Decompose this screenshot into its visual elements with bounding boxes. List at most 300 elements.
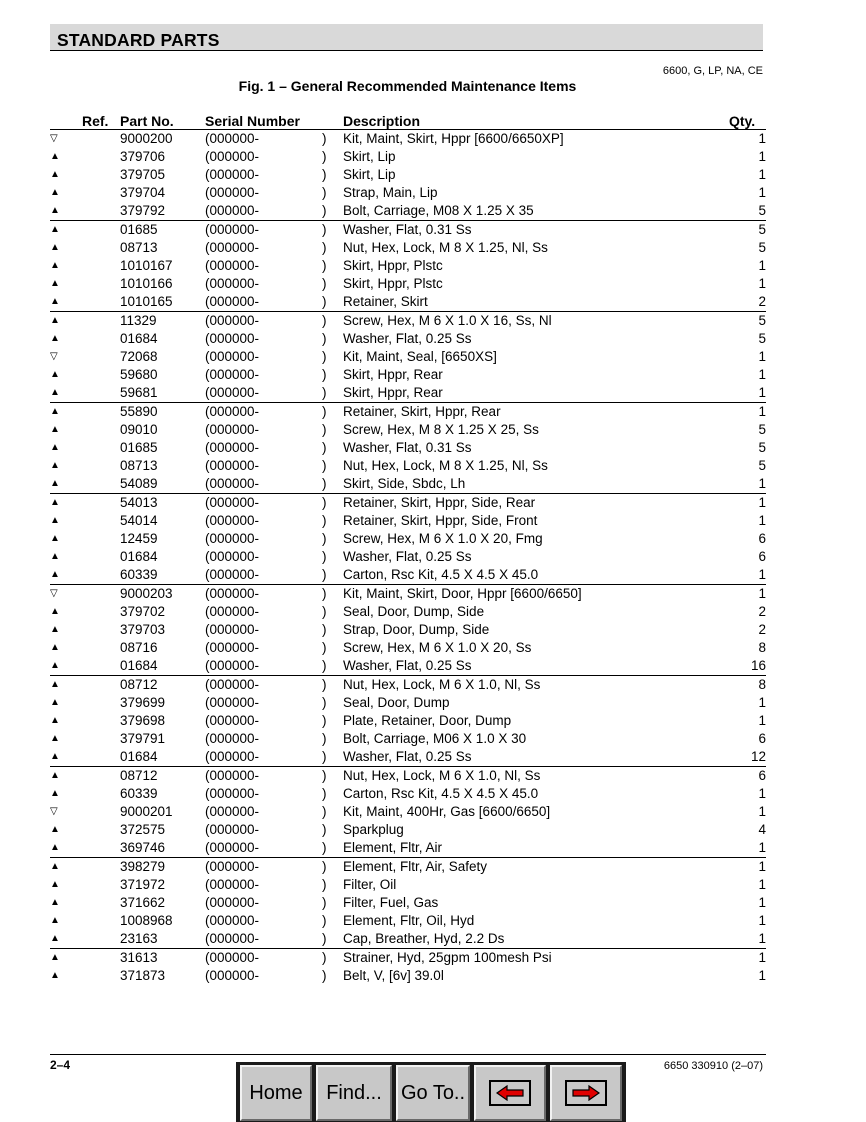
quantity: 8 bbox=[758, 677, 766, 692]
column-header-ref: Ref. bbox=[82, 113, 109, 129]
description: Element, Fltr, Air bbox=[343, 839, 706, 858]
serial-close: ) bbox=[322, 913, 327, 928]
description: Washer, Flat, 0.25 Ss bbox=[343, 748, 706, 767]
quantity: 1 bbox=[758, 913, 766, 928]
kit-item-marker-icon: ▲ bbox=[50, 293, 120, 312]
kit-item-marker-icon: ▲ bbox=[50, 788, 60, 799]
part-number: 01684 bbox=[120, 549, 158, 564]
table-row bbox=[50, 821, 766, 839]
serial-number: (000000- bbox=[205, 384, 322, 403]
serial-close: ) bbox=[322, 768, 327, 783]
part-number: 379706 bbox=[120, 149, 166, 164]
serial-number: (000000- bbox=[205, 495, 260, 510]
quantity: 5 bbox=[758, 458, 766, 473]
column-header-part: Part No. bbox=[120, 113, 174, 129]
quantity: 2 bbox=[758, 622, 766, 637]
part-number: 371873 bbox=[120, 968, 166, 983]
serial-number: (000000- bbox=[205, 331, 260, 346]
part-number: 379705 bbox=[120, 167, 166, 182]
quantity: 1 bbox=[758, 131, 766, 146]
kit-item-marker-icon: ▲ bbox=[50, 202, 120, 221]
part-number: 01684 bbox=[120, 748, 205, 767]
serial-number: (000000- bbox=[205, 475, 322, 494]
description: Skirt, Lip bbox=[343, 149, 396, 164]
table-row bbox=[50, 512, 766, 530]
serial-close: ) bbox=[322, 640, 327, 655]
kit-item-marker-icon: ▲ bbox=[50, 970, 60, 981]
kit-item-marker-icon: ▲ bbox=[50, 915, 60, 926]
kit-item-marker-icon: ▲ bbox=[50, 839, 120, 858]
description: Washer, Flat, 0.25 Ss bbox=[343, 331, 472, 346]
serial-number: (000000- bbox=[205, 566, 322, 585]
serial-number: (000000- bbox=[205, 185, 260, 200]
serial-close: ) bbox=[322, 513, 327, 528]
part-number: 01684 bbox=[120, 331, 158, 346]
table-row bbox=[50, 384, 766, 403]
table-row bbox=[50, 366, 766, 384]
table-row bbox=[50, 530, 766, 548]
serial-number: (000000- bbox=[205, 786, 260, 801]
serial-close: ) bbox=[322, 604, 327, 619]
part-number: 60339 bbox=[120, 566, 205, 585]
part-number: 369746 bbox=[120, 839, 205, 858]
kit-item-marker-icon: ▲ bbox=[50, 770, 60, 781]
serial-number: (000000- bbox=[205, 222, 260, 237]
description: Sparkplug bbox=[343, 822, 404, 837]
quantity: 1 bbox=[758, 149, 766, 164]
serial-close: ) bbox=[322, 531, 327, 546]
quantity: 6 bbox=[758, 731, 766, 746]
kit-item-marker-icon: ▲ bbox=[50, 224, 60, 235]
table-row bbox=[50, 293, 766, 312]
navigation-bar bbox=[236, 1062, 626, 1122]
serial-close: ) bbox=[322, 440, 327, 455]
kit-item-marker-icon: ▲ bbox=[50, 606, 60, 617]
description: Plate, Retainer, Door, Dump bbox=[343, 713, 512, 728]
table-row bbox=[50, 457, 766, 475]
description: Filter, Fuel, Gas bbox=[343, 895, 439, 910]
serial-close: ) bbox=[322, 695, 327, 710]
serial-close: ) bbox=[322, 167, 327, 182]
serial-number: (000000- bbox=[205, 586, 260, 601]
kit-item-marker-icon: ▲ bbox=[50, 861, 60, 872]
kit-item-marker-icon: ▲ bbox=[50, 497, 60, 508]
kit-item-marker-icon: ▲ bbox=[50, 679, 60, 690]
table-row bbox=[50, 603, 766, 621]
quantity: 1 bbox=[758, 859, 766, 874]
table-row bbox=[50, 494, 766, 513]
description: Nut, Hex, Lock, M 6 X 1.0, Nl, Ss bbox=[343, 677, 541, 692]
kit-item-marker-icon: ▲ bbox=[50, 824, 60, 835]
part-number: 31613 bbox=[120, 950, 158, 965]
description: Kit, Maint, Skirt, Door, Hppr [6600/6650] bbox=[343, 586, 582, 601]
column-header-serial: Serial Number bbox=[205, 113, 300, 129]
serial-close: ) bbox=[322, 839, 343, 858]
description: Kit, Maint, Skirt, Hppr [6600/6650XP] bbox=[343, 131, 564, 146]
quantity: 2 bbox=[758, 604, 766, 619]
part-number: 08713 bbox=[120, 458, 158, 473]
serial-number: (000000- bbox=[205, 839, 322, 858]
serial-number: (000000- bbox=[205, 768, 260, 783]
part-number: 379703 bbox=[120, 622, 166, 637]
serial-close: ) bbox=[322, 149, 327, 164]
description: Washer, Flat, 0.31 Ss bbox=[343, 440, 472, 455]
part-number: 12459 bbox=[120, 531, 158, 546]
kit-item-marker-icon: ▲ bbox=[50, 952, 60, 963]
serial-close: ) bbox=[322, 331, 327, 346]
description: Screw, Hex, M 8 X 1.25 X 25, Ss bbox=[343, 422, 539, 437]
description: Retainer, Skirt, Hppr, Rear bbox=[343, 404, 501, 419]
serial-number: (000000- bbox=[205, 202, 322, 221]
serial-number: (000000- bbox=[205, 731, 260, 746]
serial-number: (000000- bbox=[205, 258, 260, 273]
serial-number: (000000- bbox=[205, 622, 260, 637]
description: Carton, Rsc Kit, 4.5 X 4.5 X 45.0 bbox=[343, 786, 539, 801]
description: Element, Fltr, Air, Safety bbox=[343, 859, 488, 874]
serial-number: (000000- bbox=[205, 677, 260, 692]
part-number: 9000201 bbox=[120, 804, 173, 819]
serial-close: ) bbox=[322, 495, 327, 510]
serial-number: (000000- bbox=[205, 240, 260, 255]
kit-item-marker-icon: ▲ bbox=[50, 242, 60, 253]
serial-close: ) bbox=[322, 677, 327, 692]
description: Bolt, Carriage, M08 X 1.25 X 35 bbox=[343, 202, 706, 221]
quantity: 1 bbox=[758, 276, 766, 291]
kit-item-marker-icon: ▲ bbox=[50, 333, 60, 344]
quantity: 1 bbox=[758, 713, 766, 728]
kit-item-marker-icon: ▲ bbox=[50, 657, 120, 676]
serial-number: (000000- bbox=[205, 549, 260, 564]
table-row bbox=[50, 621, 766, 639]
table-row bbox=[50, 694, 766, 712]
kit-item-marker-icon: ▲ bbox=[50, 169, 60, 180]
kit-item-marker-icon: ▲ bbox=[50, 369, 60, 380]
quantity: 5 bbox=[758, 313, 766, 328]
serial-number: (000000- bbox=[205, 748, 322, 767]
kit-item-marker-icon: ▲ bbox=[50, 187, 60, 198]
serial-close: ) bbox=[322, 131, 327, 146]
description: Nut, Hex, Lock, M 6 X 1.0, Nl, Ss bbox=[343, 768, 541, 783]
serial-close: ) bbox=[322, 622, 327, 637]
serial-number: (000000- bbox=[205, 313, 260, 328]
serial-close: ) bbox=[322, 475, 343, 494]
part-number: 54014 bbox=[120, 513, 158, 528]
part-number: 1010166 bbox=[120, 276, 173, 291]
quantity: 1 bbox=[706, 384, 766, 403]
quantity: 6 bbox=[758, 549, 766, 564]
serial-number: (000000- bbox=[205, 913, 260, 928]
serial-close: ) bbox=[322, 731, 327, 746]
quantity: 1 bbox=[758, 895, 766, 910]
description: Seal, Door, Dump bbox=[343, 695, 450, 710]
quantity: 1 bbox=[758, 349, 766, 364]
part-number: 09010 bbox=[120, 422, 158, 437]
serial-close: ) bbox=[322, 384, 343, 403]
description: Nut, Hex, Lock, M 8 X 1.25, Nl, Ss bbox=[343, 458, 548, 473]
table-row bbox=[50, 275, 766, 293]
part-number: 379791 bbox=[120, 731, 166, 746]
footer-rule bbox=[50, 1054, 766, 1055]
part-number: 379699 bbox=[120, 695, 166, 710]
table-row bbox=[50, 676, 766, 695]
description: Strap, Door, Dump, Side bbox=[343, 622, 490, 637]
next-page-button[interactable] bbox=[550, 1065, 622, 1121]
part-number: 372575 bbox=[120, 822, 166, 837]
section-title: STANDARD PARTS bbox=[57, 30, 220, 50]
quantity: 1 bbox=[758, 877, 766, 892]
serial-close: ) bbox=[322, 804, 327, 819]
quantity: 1 bbox=[706, 566, 766, 585]
serial-number: (000000- bbox=[205, 713, 260, 728]
kit-item-marker-icon: ▲ bbox=[50, 384, 120, 403]
table-row bbox=[50, 876, 766, 894]
page-number: 2–4 bbox=[50, 1058, 71, 1072]
part-number: 01685 bbox=[120, 222, 158, 237]
serial-close: ) bbox=[322, 786, 327, 801]
serial-number: (000000- bbox=[205, 458, 260, 473]
part-number: 23163 bbox=[120, 930, 205, 949]
table-row bbox=[50, 730, 766, 748]
description: Seal, Door, Dump, Side bbox=[343, 604, 485, 619]
serial-close: ) bbox=[322, 367, 327, 382]
serial-number: (000000- bbox=[205, 149, 260, 164]
part-number: 371972 bbox=[120, 877, 166, 892]
table-row bbox=[50, 566, 766, 585]
description: Nut, Hex, Lock, M 8 X 1.25, Nl, Ss bbox=[343, 240, 548, 255]
table-row bbox=[50, 166, 766, 184]
table-row bbox=[50, 475, 766, 494]
table-row bbox=[50, 403, 766, 422]
description: Belt, V, [6v] 39.0l bbox=[343, 968, 444, 983]
description: Element, Fltr, Oil, Hyd bbox=[343, 913, 475, 928]
serial-close: ) bbox=[322, 404, 327, 419]
quantity: 1 bbox=[758, 185, 766, 200]
arrow-box bbox=[489, 1080, 531, 1106]
section-header bbox=[50, 24, 763, 51]
kit-item-marker-icon: ▲ bbox=[50, 748, 120, 767]
description: Carton, Rsc Kit, 4.5 X 4.5 X 45.0 bbox=[343, 566, 706, 585]
table-row bbox=[50, 130, 766, 148]
serial-number: (000000- bbox=[205, 276, 260, 291]
kit-item-marker-icon: ▲ bbox=[50, 260, 60, 271]
description: Washer, Flat, 0.31 Ss bbox=[343, 222, 472, 237]
serial-number: (000000- bbox=[205, 422, 260, 437]
kit-item-marker-icon: ▲ bbox=[50, 460, 60, 471]
description: Strainer, Hyd, 25gpm 100mesh Psi bbox=[343, 950, 552, 965]
serial-number: (000000- bbox=[205, 440, 260, 455]
quantity: 1 bbox=[706, 839, 766, 858]
part-number: 1010167 bbox=[120, 258, 173, 273]
kit-item-marker-icon: ▲ bbox=[50, 879, 60, 890]
serial-close: ) bbox=[322, 202, 343, 221]
table-row bbox=[50, 748, 766, 767]
serial-close: ) bbox=[322, 258, 327, 273]
description: Skirt, Hppr, Plstc bbox=[343, 276, 443, 291]
part-number: 59680 bbox=[120, 367, 158, 382]
quantity: 16 bbox=[706, 657, 766, 676]
table-row bbox=[50, 548, 766, 566]
kit-item-marker-icon: ▲ bbox=[50, 624, 60, 635]
column-header-qty: Qty. bbox=[729, 113, 756, 129]
serial-number: (000000- bbox=[205, 895, 260, 910]
part-number: 9000200 bbox=[120, 131, 173, 146]
quantity: 1 bbox=[758, 258, 766, 273]
kit-item-marker-icon: ▲ bbox=[50, 442, 60, 453]
kit-item-marker-icon: ▲ bbox=[50, 566, 120, 585]
kit-item-marker-icon: ▲ bbox=[50, 515, 60, 526]
table-row bbox=[50, 712, 766, 730]
quantity: 6 bbox=[758, 768, 766, 783]
kit-item-marker-icon: ▲ bbox=[50, 697, 60, 708]
kit-item-marker-icon: ▲ bbox=[50, 424, 60, 435]
kit-item-marker-icon: ▲ bbox=[50, 930, 120, 949]
serial-close: ) bbox=[322, 968, 327, 983]
arrow-box bbox=[565, 1080, 607, 1106]
part-number: 11329 bbox=[120, 313, 157, 328]
quantity: 5 bbox=[758, 331, 766, 346]
home-button[interactable]: Home bbox=[240, 1065, 312, 1121]
serial-close: ) bbox=[322, 950, 327, 965]
kit-item-marker-icon: ▲ bbox=[50, 642, 60, 653]
table-row bbox=[50, 439, 766, 457]
quantity: 1 bbox=[758, 495, 766, 510]
description: Kit, Maint, Seal, [6650XS] bbox=[343, 349, 497, 364]
part-number: 08712 bbox=[120, 768, 158, 783]
serial-number: (000000- bbox=[205, 604, 260, 619]
table-row bbox=[50, 348, 766, 366]
part-number: 9000203 bbox=[120, 586, 173, 601]
serial-number: (000000- bbox=[205, 930, 322, 949]
serial-close: ) bbox=[322, 313, 327, 328]
document-code: 6650 330910 (2–07) bbox=[663, 1060, 763, 1072]
table-row bbox=[50, 184, 766, 202]
serial-number: (000000- bbox=[205, 950, 260, 965]
part-number: 08716 bbox=[120, 640, 158, 655]
part-number: 01684 bbox=[120, 657, 205, 676]
part-number: 60339 bbox=[120, 786, 158, 801]
kit-item-marker-icon: ▲ bbox=[50, 897, 60, 908]
part-number: 379702 bbox=[120, 604, 166, 619]
table-row bbox=[50, 967, 766, 985]
table-row bbox=[50, 839, 766, 858]
table-row bbox=[50, 421, 766, 439]
serial-number: (000000- bbox=[205, 695, 260, 710]
serial-close: ) bbox=[322, 657, 343, 676]
part-number: 55890 bbox=[120, 404, 158, 419]
quantity: 8 bbox=[758, 640, 766, 655]
quantity: 5 bbox=[758, 422, 766, 437]
arrow-left-icon bbox=[496, 1085, 524, 1101]
quantity: 1 bbox=[758, 968, 766, 983]
kit-item-marker-icon: ▲ bbox=[50, 315, 60, 326]
serial-number: (000000- bbox=[205, 513, 260, 528]
serial-close: ) bbox=[322, 566, 343, 585]
part-number: 1008968 bbox=[120, 913, 173, 928]
serial-close: ) bbox=[322, 748, 343, 767]
kit-item-marker-icon: ▲ bbox=[50, 406, 60, 417]
description: Kit, Maint, 400Hr, Gas [6600/6650] bbox=[343, 804, 551, 819]
part-number: 398279 bbox=[120, 859, 166, 874]
description: Retainer, Skirt, Hppr, Side, Front bbox=[343, 513, 538, 528]
table-row bbox=[50, 585, 766, 604]
go-to-button[interactable]: Go To.. bbox=[396, 1065, 470, 1121]
description: Screw, Hex, M 6 X 1.0 X 20, Ss bbox=[343, 640, 532, 655]
kit-item-marker-icon: ▲ bbox=[50, 278, 60, 289]
quantity: 1 bbox=[758, 786, 766, 801]
quantity: 12 bbox=[706, 748, 766, 767]
serial-close: ) bbox=[322, 458, 327, 473]
serial-close: ) bbox=[322, 713, 327, 728]
quantity: 1 bbox=[758, 513, 766, 528]
find-button[interactable]: Find... bbox=[316, 1065, 392, 1121]
quantity: 6 bbox=[758, 531, 766, 546]
serial-number: (000000- bbox=[205, 367, 260, 382]
quantity: 5 bbox=[758, 240, 766, 255]
quantity: 4 bbox=[758, 822, 766, 837]
table-row bbox=[50, 912, 766, 930]
description: Skirt, Lip bbox=[343, 167, 396, 182]
description: Cap, Breather, Hyd, 2.2 Ds bbox=[343, 930, 706, 949]
serial-number: (000000- bbox=[205, 804, 260, 819]
part-number: 59681 bbox=[120, 384, 205, 403]
quantity: 1 bbox=[758, 167, 766, 182]
description: Skirt, Side, Sbdc, Lh bbox=[343, 475, 706, 494]
quantity: 5 bbox=[706, 202, 766, 221]
figure-title: Fig. 1 – General Recommended Maintenance Items bbox=[238, 78, 577, 94]
table-row bbox=[50, 239, 766, 257]
table-row bbox=[50, 803, 766, 821]
serial-number: (000000- bbox=[205, 349, 260, 364]
kit-header-marker-icon: ▽ bbox=[50, 133, 58, 144]
serial-close: ) bbox=[322, 930, 343, 949]
description: Skirt, Hppr, Plstc bbox=[343, 258, 443, 273]
kit-item-marker-icon: ▲ bbox=[50, 151, 60, 162]
quantity: 5 bbox=[758, 222, 766, 237]
serial-number: (000000- bbox=[205, 640, 260, 655]
serial-close: ) bbox=[322, 222, 327, 237]
part-number: 08713 bbox=[120, 240, 158, 255]
serial-number: (000000- bbox=[205, 859, 260, 874]
table-row bbox=[50, 202, 766, 221]
quantity: 1 bbox=[758, 950, 766, 965]
serial-number: (000000- bbox=[205, 877, 260, 892]
serial-close: ) bbox=[322, 293, 343, 312]
kit-header-marker-icon: ▽ bbox=[50, 588, 58, 599]
part-number: 08712 bbox=[120, 677, 158, 692]
description: Screw, Hex, M 6 X 1.0 X 16, Ss, Nl bbox=[343, 313, 552, 328]
serial-close: ) bbox=[322, 349, 327, 364]
quantity: 1 bbox=[758, 367, 766, 382]
quantity: 1 bbox=[758, 695, 766, 710]
quantity: 5 bbox=[758, 440, 766, 455]
part-number: 379704 bbox=[120, 185, 166, 200]
quantity: 1 bbox=[758, 586, 766, 601]
quantity: 2 bbox=[706, 293, 766, 312]
kit-item-marker-icon: ▲ bbox=[50, 475, 120, 494]
parts-table bbox=[50, 130, 766, 985]
serial-close: ) bbox=[322, 822, 327, 837]
table-row bbox=[50, 930, 766, 949]
serial-close: ) bbox=[322, 586, 327, 601]
previous-page-button[interactable] bbox=[474, 1065, 546, 1121]
kit-header-marker-icon: ▽ bbox=[50, 806, 58, 817]
serial-close: ) bbox=[322, 185, 327, 200]
part-number: 1010165 bbox=[120, 293, 205, 312]
part-number: 371662 bbox=[120, 895, 166, 910]
table-row bbox=[50, 657, 766, 676]
description: Retainer, Skirt bbox=[343, 293, 706, 312]
quantity: 1 bbox=[706, 475, 766, 494]
